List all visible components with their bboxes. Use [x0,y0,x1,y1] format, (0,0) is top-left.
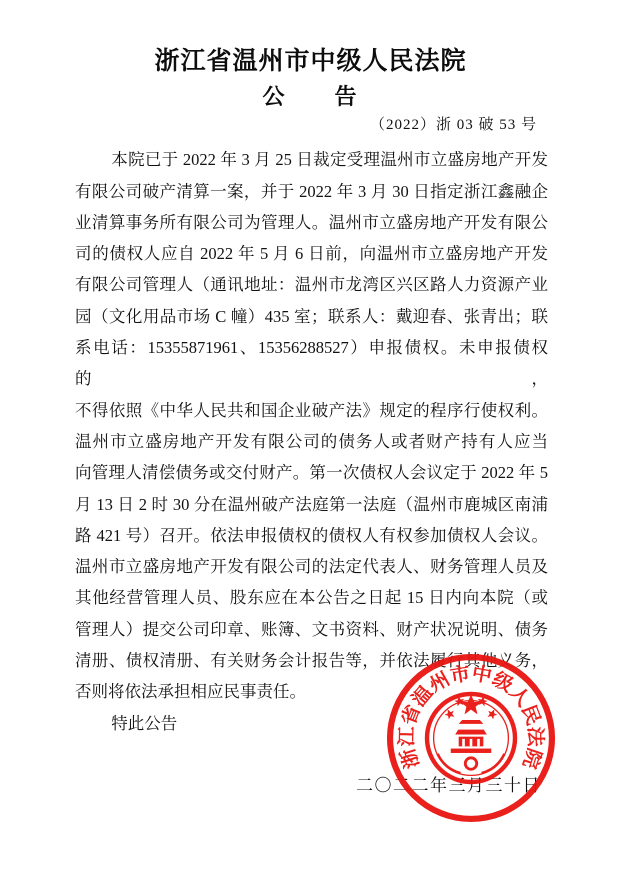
body-line: 系电话：15355871961、15356288527）申报债权。未申报债权的， [75,338,548,389]
announcement-date: 二〇二二年三月三十日 [356,776,541,795]
body-line: 管理人）提交公司印章、账簿、文书资料、财产状况说明、债务 [75,619,548,639]
seal-text: 浙江省温州市中级人民法院 [396,663,546,771]
body-line: 向管理人清偿债务或交付财产。第一次债权人会议定于 2022 年 5 [75,463,548,483]
body-line: 不得依照《中华人民共和国企业破产法》规定的程序行使权利。 [75,400,548,420]
case-number: （2022）浙 03 破 53 号 [369,116,537,133]
body-line: 否则将依法承担相应民事责任。 [75,682,306,702]
body-line: 清册、债权清册、有关财务会计报告等，并依法履行其他义务， [75,651,548,670]
body-line: 温州市立盛房地产开发有限公司的法定代表人、财务管理人员及 [75,557,548,577]
body-line: 司的债权人应自 2022 年 5 月 6 日前，向温州市立盛房地产开发 [75,244,548,264]
body-line: 业清算事务所有限公司为管理人。温州市立盛房地产开发有限公 [75,212,548,232]
national-emblem-icon [427,694,515,782]
body-line: 月 13 日 2 时 30 分在温州破产法庭第一法庭（温州市鹿城区南浦 [75,494,548,514]
body-line: 有限公司破产清算一案，并于 2022 年 3 月 30 日指定浙江鑫融企 [75,181,548,201]
court-seal [383,650,559,826]
announcement-title: 公 告 [262,84,359,110]
closing-statement: 特此公告 [111,713,178,733]
body-line: 路 421 号）召开。依法申报债权的债权人有权参加债权人会议。 [75,525,548,545]
page-title: 浙江省温州市中级人民法院 [154,48,467,75]
body-line: 园（文化用品市场 C 幢）435 室；联系人：戴迎春、张青出；联 [75,306,548,326]
body-line: 其他经营管理人员、股东应在本公告之日起 15 日内向本院（或 [75,588,548,608]
body-line: 温州市立盛房地产开发有限公司的债务人或者财产持有人应当 [75,431,548,451]
body-line: 本院已于 2022 年 3 月 25 日裁定受理温州市立盛房地产开发 [111,150,548,170]
body-line: 有限公司管理人（通讯地址：温州市龙湾区兴区路人力资源产业 [75,275,548,295]
